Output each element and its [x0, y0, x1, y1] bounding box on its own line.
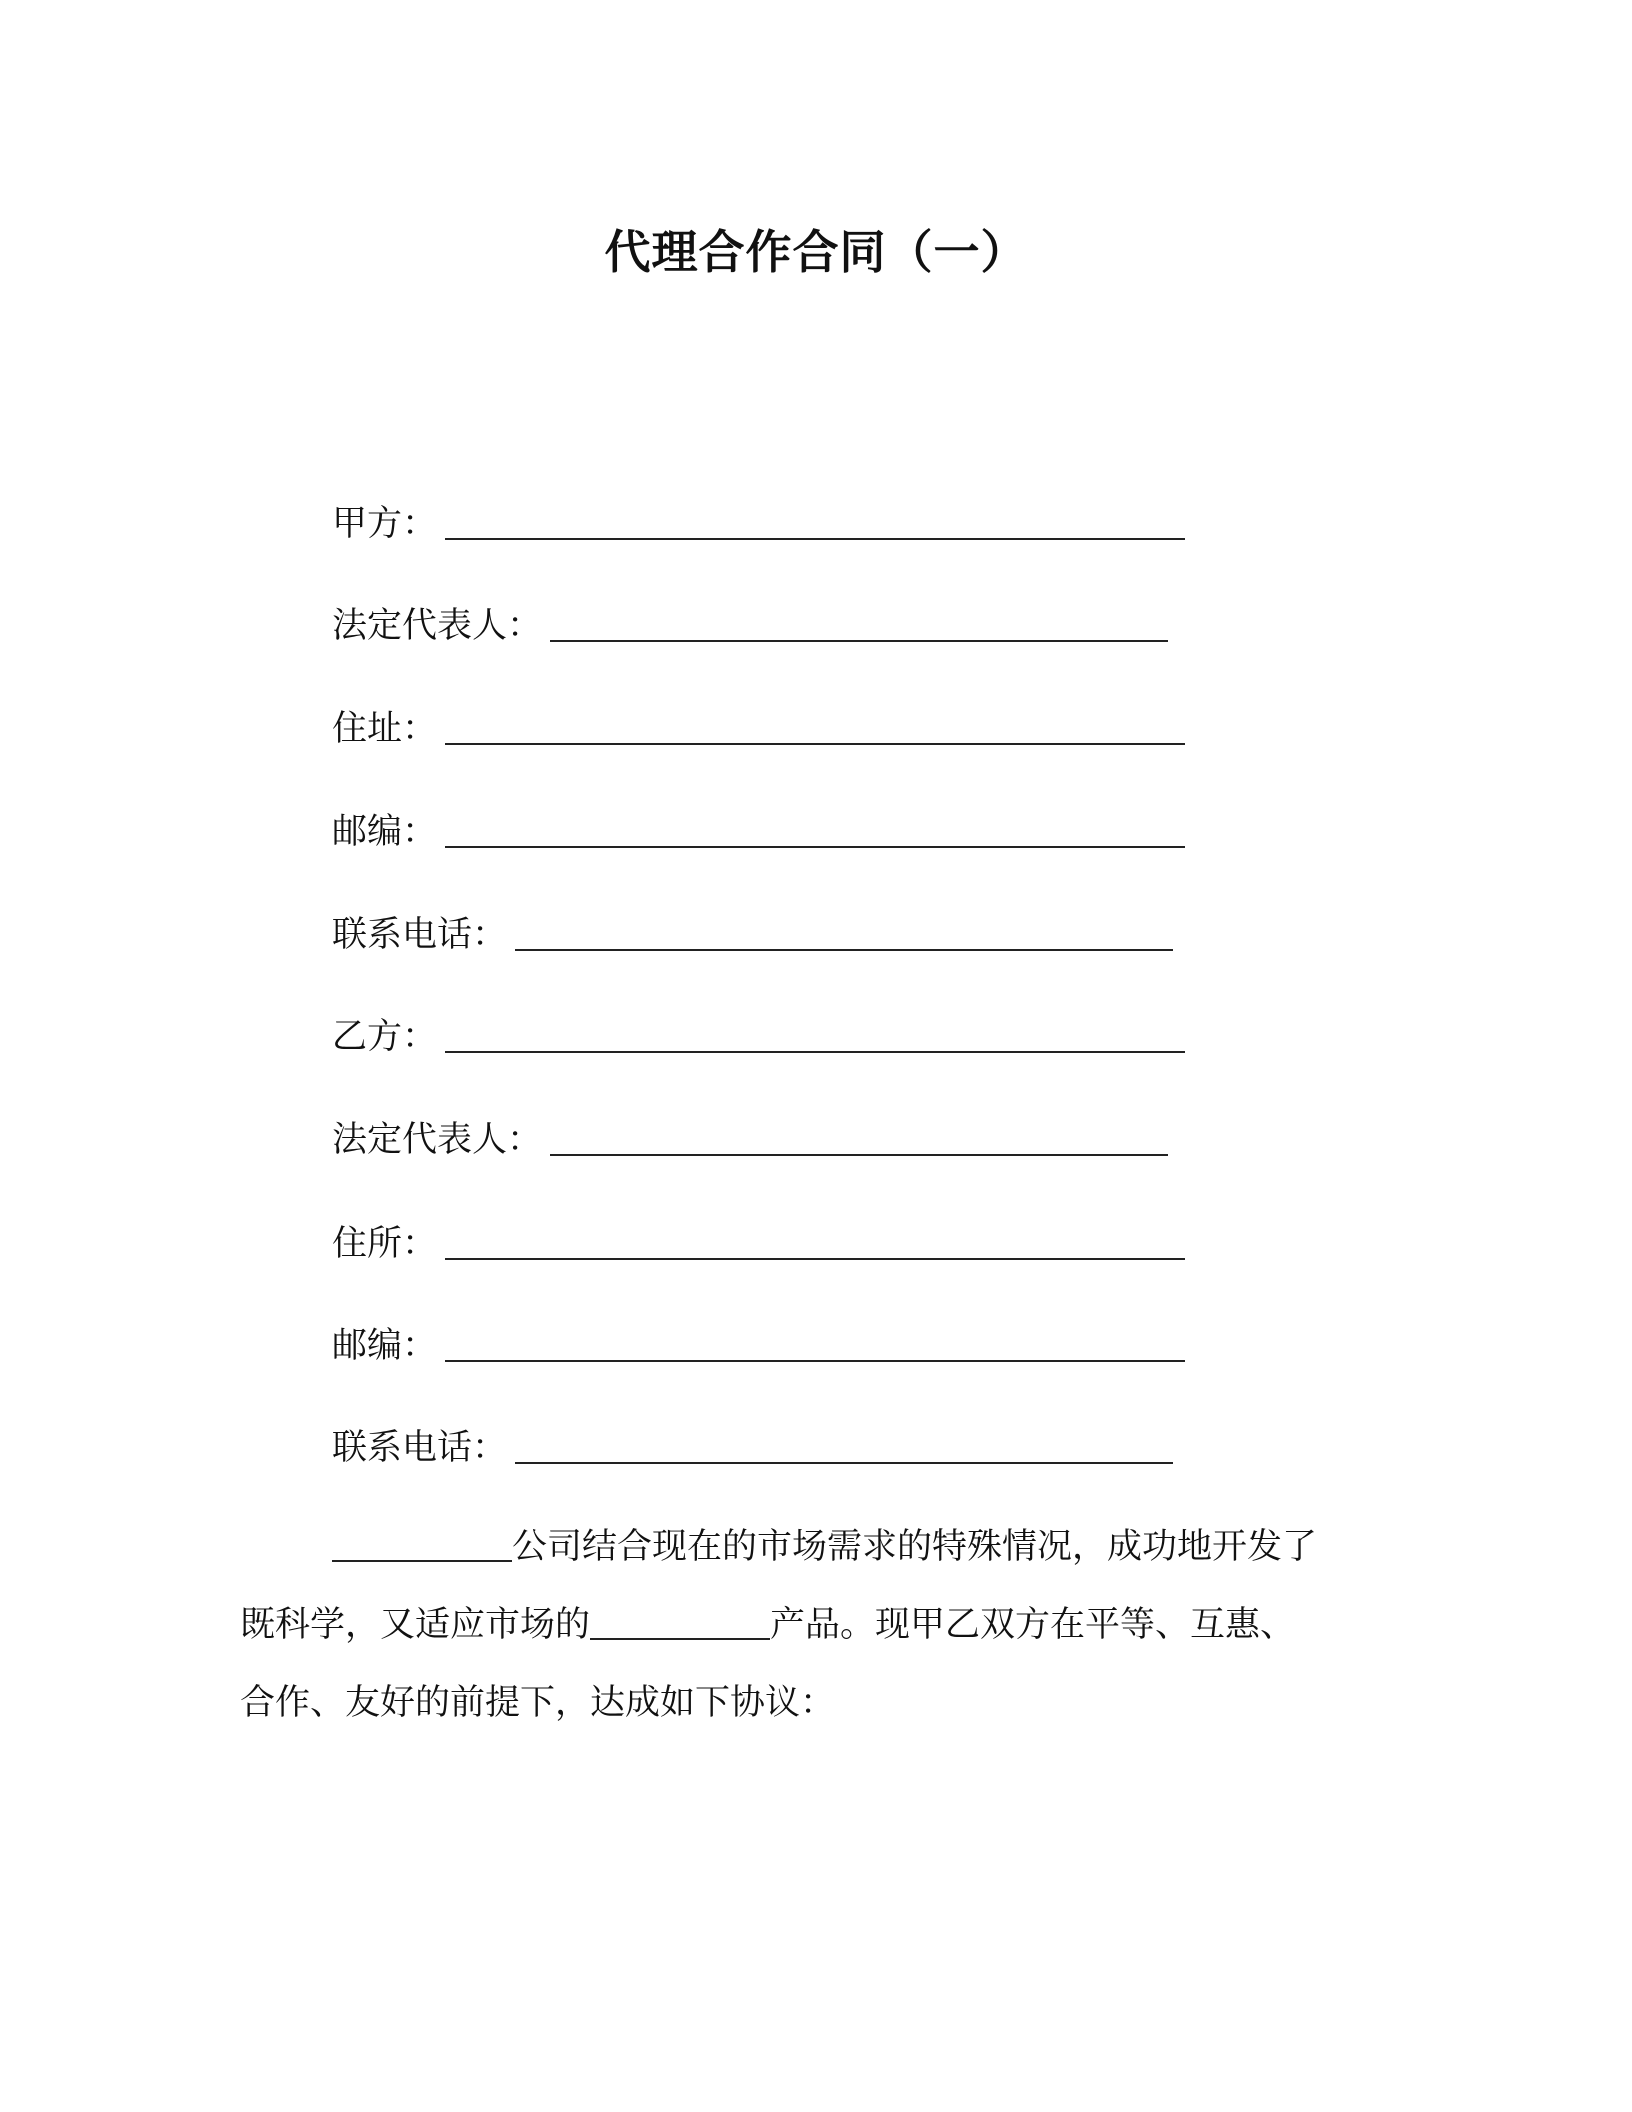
party-b-postcode-blank[interactable] [445, 1360, 1185, 1362]
intro-line-1-text: 公司结合现在的市场需求的特殊情况，成功地开发了 [512, 1527, 1318, 1567]
party-a-postcode-blank[interactable] [445, 846, 1185, 848]
party-b-address-blank[interactable] [445, 1258, 1185, 1260]
party-a-rep-field [332, 600, 1168, 652]
party-a-postcode-label: 邮编： [332, 812, 438, 852]
party-a-postcode-field [332, 806, 1185, 858]
company-name-blank[interactable] [332, 1560, 512, 1562]
party-a-phone-label: 联系电话： [332, 915, 508, 955]
party-a-address-field [332, 703, 1185, 755]
party-b-name-blank[interactable] [445, 1051, 1185, 1053]
party-b-rep-field [332, 1114, 1168, 1166]
page-title: 代理合作合同（一） [604, 225, 1028, 279]
party-b-phone-field [332, 1422, 1173, 1474]
intro-paragraph [240, 1508, 1400, 1742]
party-b-postcode-field [332, 1320, 1185, 1372]
party-b-name-field [332, 1011, 1185, 1063]
intro-line-2-text-a: 既科学，又适应市场的 [240, 1605, 591, 1645]
party-b-address-field [332, 1218, 1185, 1270]
party-a-address-label: 住址： [332, 709, 438, 749]
party-b-address-label: 住所： [332, 1224, 438, 1264]
party-a-name-label: 甲方： [332, 504, 438, 544]
party-a-name-field [332, 498, 1185, 550]
party-b-phone-label: 联系电话： [332, 1428, 508, 1468]
party-a-address-blank[interactable] [445, 743, 1185, 745]
product-name-blank[interactable] [590, 1638, 770, 1640]
intro-line-3-text: 合作、友好的前提下，达成如下协议： [240, 1683, 836, 1723]
intro-line-2 [240, 1586, 1400, 1664]
party-b-rep-blank[interactable] [550, 1154, 1168, 1156]
party-a-rep-blank[interactable] [550, 640, 1168, 642]
intro-line-3 [240, 1664, 1400, 1742]
intro-line-2-text-b: 产品。现甲乙双方在平等、互惠、 [770, 1605, 1296, 1645]
party-b-postcode-label: 邮编： [332, 1326, 438, 1366]
party-a-rep-label: 法定代表人： [332, 606, 543, 646]
party-b-name-label: 乙方： [332, 1017, 438, 1057]
party-a-phone-blank[interactable] [515, 949, 1173, 951]
party-b-phone-blank[interactable] [515, 1462, 1173, 1464]
party-a-name-blank[interactable] [445, 538, 1185, 540]
party-b-rep-label: 法定代表人： [332, 1120, 543, 1160]
party-a-phone-field [332, 909, 1173, 961]
intro-line-1 [240, 1508, 1400, 1586]
